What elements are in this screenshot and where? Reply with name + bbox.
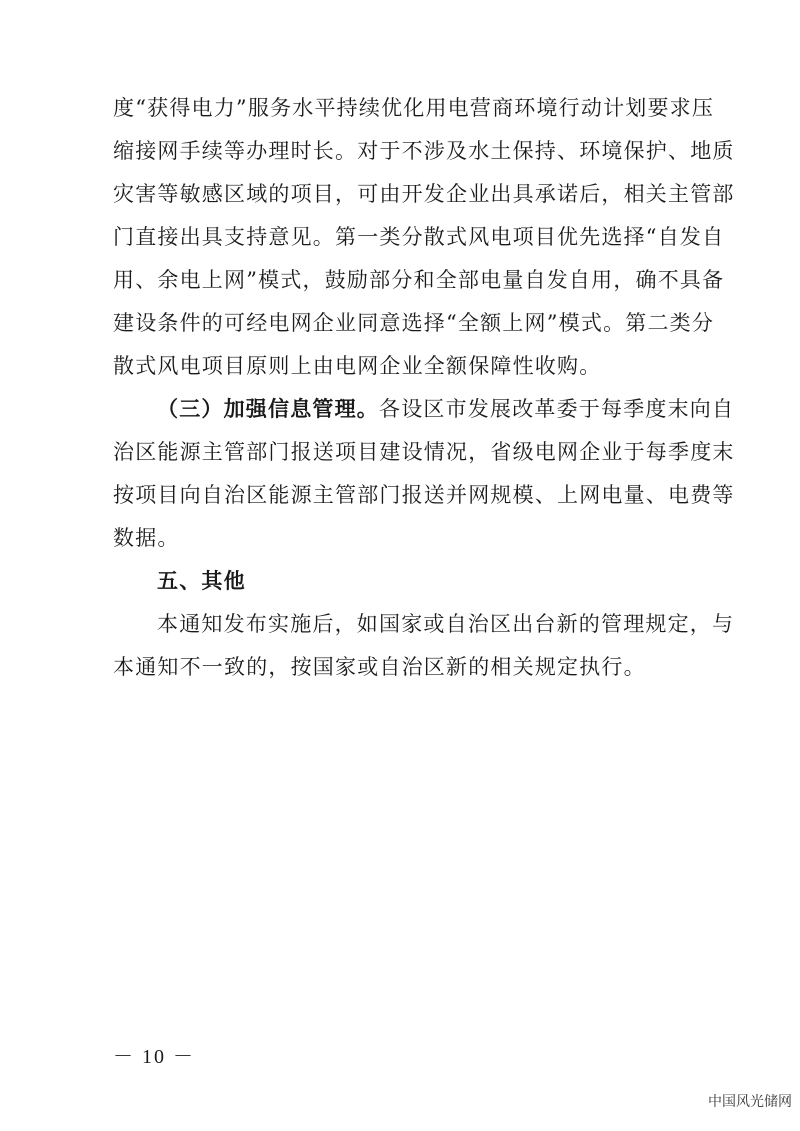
body-line: 灾害等敏感区域的项目，可由开发企业出具承诺后，相关主管部 [113, 182, 735, 206]
section-3-first-line [157, 389, 735, 429]
section-5-heading: 五、其他 [157, 569, 246, 593]
body-line: 本通知不一致的，按国家或自治区新的相关规定执行。 [113, 655, 646, 679]
body-line: 治区能源主管部门报送项目建设情况，省级电网企业于每季度末 [113, 440, 735, 464]
body-line: 门直接出具支持意见。第一类分散式风电项目优先选择“自发自 [113, 225, 725, 249]
body-line: 建设条件的可经电网企业同意选择“全额上网”模式。第二类分 [113, 311, 715, 335]
section-3-title: （三）加强信息管理。 [157, 396, 379, 421]
body-line: 按项目向自治区能源主管部门报送并网规模、上网电量、电费等 [113, 483, 735, 507]
page-number: － 10 － [113, 1046, 195, 1068]
watermark: 中国风光储网 [708, 1094, 792, 1110]
body-line: 散式风电项目原则上由电网企业全额保障性收购。 [113, 354, 602, 378]
body-line: 度“获得电力”服务水平持续优化用电营商环境行动计划要求压 [113, 96, 715, 120]
body-line: 数据。 [113, 526, 180, 550]
body-line: 用、余电上网”模式，鼓励部分和全部电量自发自用，确不具备 [113, 268, 725, 292]
body-line: 本通知发布实施后，如国家或自治区出台新的管理规定，与 [157, 612, 735, 636]
body-line: 缩接网手续等办理时长。对于不涉及水土保持、环境保护、地质 [113, 139, 735, 163]
section-3-text: 各设区市发展改革委于每季度末向自 [379, 397, 735, 421]
